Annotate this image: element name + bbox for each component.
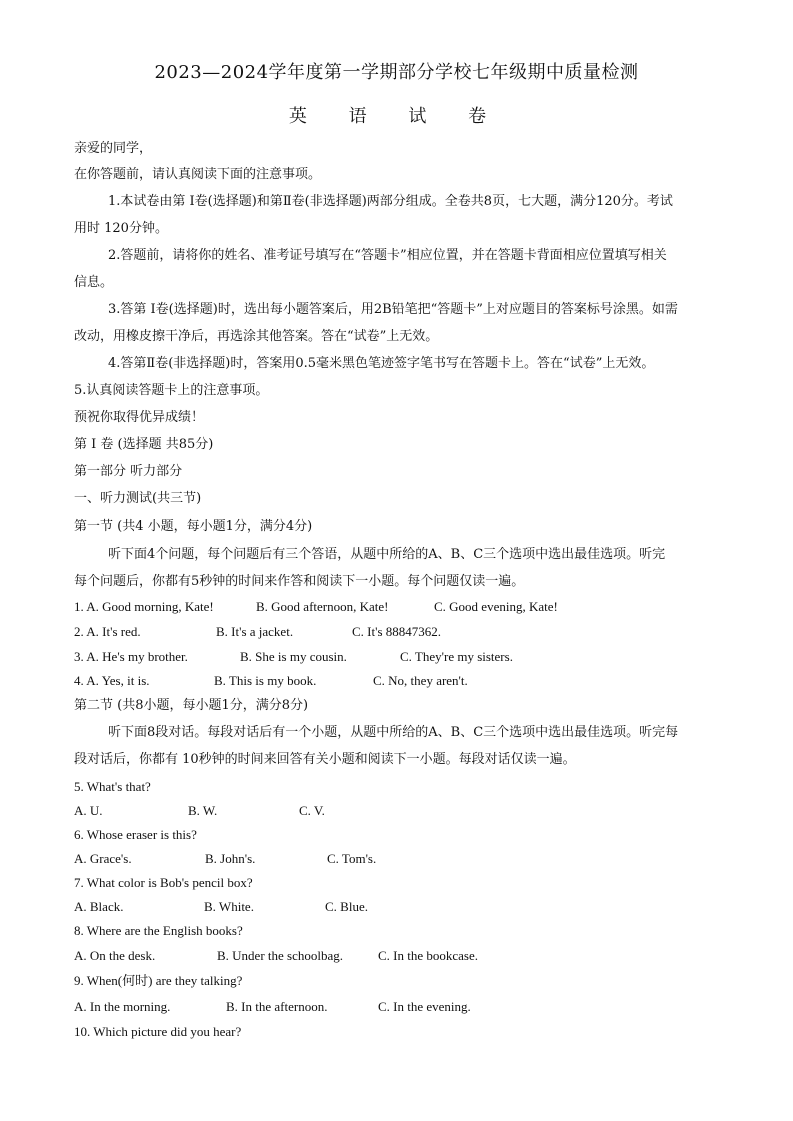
q6-option-b: B. John's. (205, 851, 256, 866)
intro-lead: 在你答题前，请认真阅读下面的注意事项。 (74, 167, 322, 182)
q2-option-b: B. It's a jacket. (216, 624, 294, 639)
good-luck-wish: 预祝你取得优异成绩！ (74, 410, 205, 425)
q8-question: 8. Where are the English books? (74, 923, 243, 938)
q5-option-a: A. U. (74, 803, 103, 818)
q5-question: 5. What's that? (74, 779, 151, 794)
q9-option-b: B. In the afternoon. (226, 999, 328, 1014)
exam-subject-title: 英 语 试 卷 (288, 106, 505, 127)
listening-part-heading: 第一部分 听力部分 (74, 464, 183, 479)
section-1-heading: 第一节 (共4 小题，每小题1分，满分4分) (74, 519, 313, 534)
q8-option-c: C. In the bookcase. (378, 948, 479, 963)
q8-option-b: B. Under the schoolbag. (217, 948, 344, 963)
q9-question: 9. When(何时) are they talking? (74, 973, 243, 988)
volume-1-heading: 第 Ⅰ 卷 (选择题 共85分) (74, 437, 214, 452)
note-3-line-2: 改动，用橡皮擦干净后，再选涂其他答案。答在“试卷”上无效。 (74, 329, 439, 344)
section-2-instructions-line-2: 段对话后，你都有 10秒钟的时间来回答有关小题和阅读下一小题。每段对话仅读一遍。 (74, 752, 576, 767)
q9-option-c: C. In the evening. (378, 999, 471, 1014)
q7-option-b: B. White. (204, 899, 254, 914)
q4-option-b: B. This is my book. (214, 673, 317, 688)
note-2-line-2: 信息。 (74, 275, 114, 290)
q7-option-c: C. Blue. (325, 899, 368, 914)
section-2-instructions-line-1: 听下面8段对话。每段对话后有一个小题，从题中所给的A、B、C三个选项中选出最佳选项。听完每 (108, 725, 679, 740)
q10-question: 10. Which picture did you hear? (74, 1024, 242, 1039)
note-5: 5.认真阅读答题卡上的注意事项。 (74, 383, 269, 398)
q1-option-a: 1. A. Good morning, Kate! (74, 599, 214, 614)
section-1-instructions-line-2: 每个问题后，你都有5秒钟的时间来作答和阅读下一小题。每个问题仅读一遍。 (74, 574, 525, 589)
q5-option-b: B. W. (188, 803, 218, 818)
q4-option-c: C. No, they aren't. (373, 673, 468, 688)
greeting: 亲爱的同学， (74, 141, 153, 156)
q8-option-a: A. On the desk. (74, 948, 156, 963)
q4-option-a: 4. A. Yes, it is. (74, 673, 150, 688)
section-2-heading: 第二节 (共8小题，每小题1分，满分8分) (74, 698, 309, 713)
q6-option-c: C. Tom's. (327, 851, 377, 866)
q9-option-a: A. In the morning. (74, 999, 171, 1014)
q2-option-c: C. It's 88847362. (352, 624, 442, 639)
note-1-line-2: 用时 120分钟。 (74, 221, 168, 236)
q1-option-b: B. Good afternoon, Kate! (256, 599, 389, 614)
note-3-line-1: 3.答第 Ⅰ卷(选择题)时，选出每小题答案后，用2B铅笔把“答题卡”上对应题目的答案标号涂黑。如需 (108, 302, 678, 317)
section-1-instructions-line-1: 听下面4个问题，每个问题后有三个答语，从题中所给的A、B、C三个选项中选出最佳选项。听完 (108, 547, 666, 562)
q6-question: 6. Whose eraser is this? (74, 827, 197, 842)
note-4: 4.答第Ⅱ卷(非选择题)时，答案用0.5毫米黑色笔迹签字笔书写在答题卡上。答在“试卷”上无效。 (108, 356, 655, 371)
note-2-line-1: 2.答题前，请将你的姓名、准考证号填写在“答题卡”相应位置，并在答题卡背面相应位置填写相关 (108, 248, 667, 263)
q7-question: 7. What color is Bob's pencil box? (74, 875, 253, 890)
exam-title: 2023—2024学年度第一学期部分学校七年级期中质量检测 (154, 62, 639, 83)
q2-option-a: 2. A. It's red. (74, 624, 141, 639)
listening-test-heading: 一、听力测试(共三节) (74, 491, 202, 506)
q3-option-a: 3. A. He's my brother. (74, 649, 188, 664)
q3-option-b: B. She is my cousin. (240, 649, 347, 664)
q7-option-a: A. Black. (74, 899, 124, 914)
q5-option-c: C. V. (299, 803, 325, 818)
q1-option-c: C. Good evening, Kate! (434, 599, 558, 614)
note-1-line-1: 1.本试卷由第 Ⅰ卷(选择题)和第Ⅱ卷(非选择题)两部分组成。全卷共8页，七大题，满分120分。考试 (108, 194, 673, 209)
q3-option-c: C. They're my sisters. (400, 649, 513, 664)
q6-option-a: A. Grace's. (74, 851, 132, 866)
